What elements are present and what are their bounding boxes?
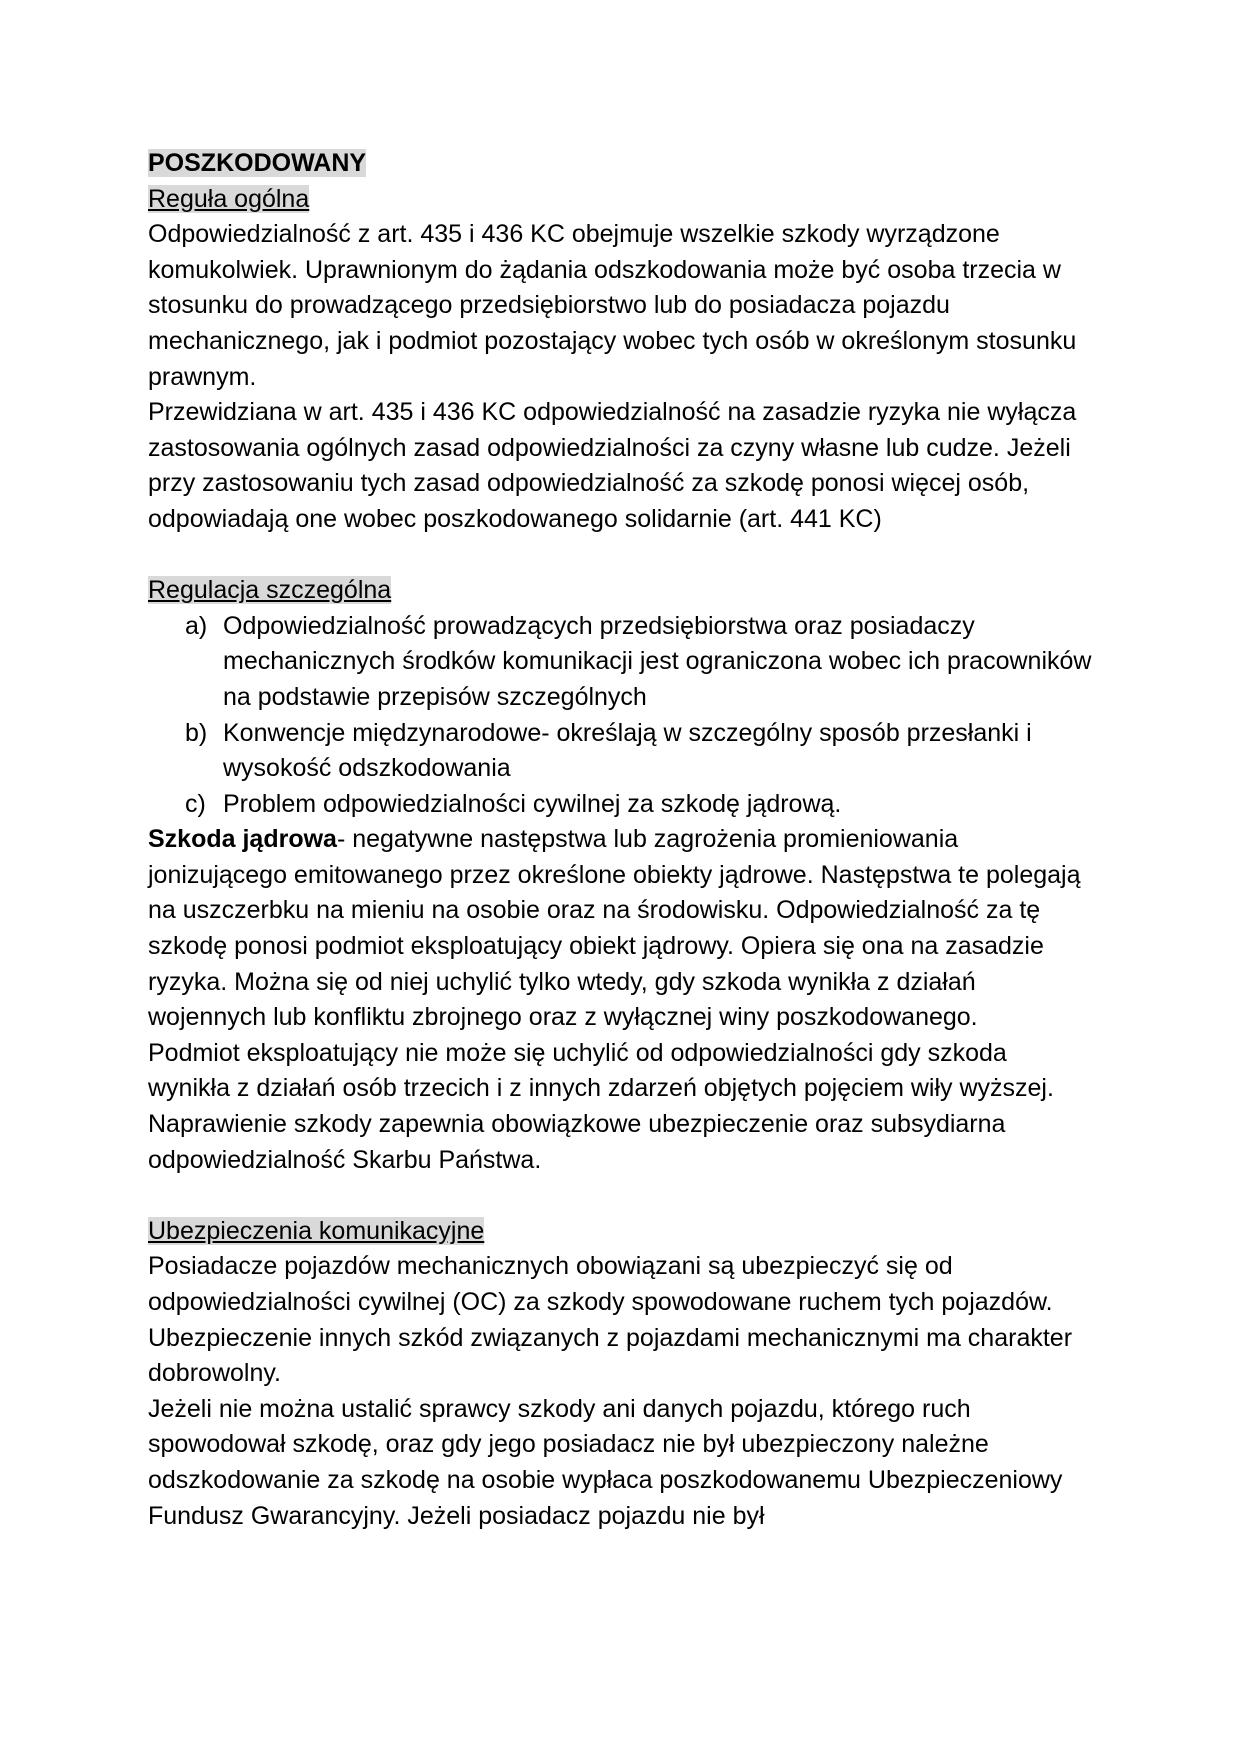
section-heading-special-regulation: [148, 573, 1093, 609]
list-item: [185, 609, 1093, 716]
document-page: [148, 146, 1093, 1534]
list-marker: a): [185, 611, 208, 640]
list-item-text: Problem odpowiedzialności cywilnej za szkodę jądrową.: [223, 789, 842, 818]
list-marker: c): [185, 789, 206, 818]
list-item: [185, 716, 1093, 787]
paragraph: Odpowiedzialność z art. 435 i 436 KC obejmuje wszelkie szkody wyrządzone komukolwiek. Uprawnionym do żądania odszkodowania może być osoba trzecia w stosunku do prowadzącego przedsiębiorstwo lub do posiadacza pojazdu mechanicznego, jak i podmiot pozostający wobec tych osób w określonym stosunku prawnym.: [148, 220, 1077, 391]
list-item-text: Odpowiedzialność prowadzących przedsiębiorstwa oraz posiadaczy mechanicznych środków komunikacji jest ograniczona wobec ich pracowników na podstawie przepisów szczególnych: [223, 611, 1092, 711]
document-title: [148, 146, 1093, 182]
list-item: [185, 787, 1093, 823]
section-heading-vehicle-insurance: [148, 1214, 1093, 1250]
list-item-text: Konwencje międzynarodowe- określają w szczególny sposób przesłanki i wysokość odszkodowania: [223, 718, 1032, 783]
paragraph: Podmiot eksploatujący nie może się uchylić od odpowiedzialności gdy szkoda wynikła z działań osób trzecich i z innych zdarzeń objętych pojęciem wiły wyższej. Naprawienie szkody zapewnia obowiązkowe ubezpieczenie oraz subsydiarna odpowiedzialność Skarbu Państwa.: [148, 1038, 1054, 1174]
title-text: POSZKODOWANY: [148, 149, 367, 177]
list-marker: b): [185, 718, 208, 747]
paragraph: Posiadacze pojazdów mechanicznych obowiązani są ubezpieczyć się od odpowiedzialności cywilnej (OC) za szkody spowodowane ruchem tych pojazdów. Ubezpieczenie innych szkód związanych z pojazdami mechanicznymi ma charakter dobrowolny.: [148, 1252, 1073, 1388]
heading-text: Ubezpieczenia komunikacyjne: [148, 1216, 485, 1245]
section-heading-general-rule: [148, 182, 1093, 218]
defined-term: Szkoda jądrowa: [148, 825, 337, 854]
paragraph: Jeżeli nie można ustalić sprawcy szkody ani danych pojazdu, którego ruch spowodował szkodę, oraz gdy jego posiadacz nie był ubezpieczony należne odszkodowanie za szkodę na osobie wypłaca poszkodowanemu Ubezpieczeniowy Fundusz Gwarancyjny. Jeżeli posiadacz pojazdu nie był: [148, 1394, 1063, 1530]
spacer: [148, 538, 1093, 574]
heading-text: Reguła ogólna: [148, 184, 310, 213]
term-definition: - negatywne następstwa lub zagrożenia promieniowania jonizującego emitowanego przez określone obiekty jądrowe. Następstwa te polegają na uszczerbku na mieniu na osobie oraz na środowisku. Odpowiedzialność za tę szkodę ponosi podmiot eksploatujący obiekt jądrowy. Opiera się ona na zasadzie ryzyka. Można się od niej uchylić tylko wtedy, gdy szkoda wynikła z działań wojennych lub konfliktu zbrojnego oraz z wyłącznej winy poszkodowanego.: [148, 825, 1081, 1032]
lettered-list: [148, 609, 1093, 823]
spacer: [148, 1178, 1093, 1214]
paragraph: Przewidziana w art. 435 i 436 KC odpowiedzialność na zasadzie ryzyka nie wyłącza zastosowania ogólnych zasad odpowiedzialności za czyny własne lub cudze. Jeżeli przy zastosowaniu tych zasad odpowiedzialność za szkodę ponosi więcej osób, odpowiadają one wobec poszkodowanego solidarnie (art. 441 KC): [148, 398, 1077, 533]
heading-text: Regulacja szczególna: [148, 576, 392, 605]
definition-paragraph: [148, 822, 1093, 1036]
